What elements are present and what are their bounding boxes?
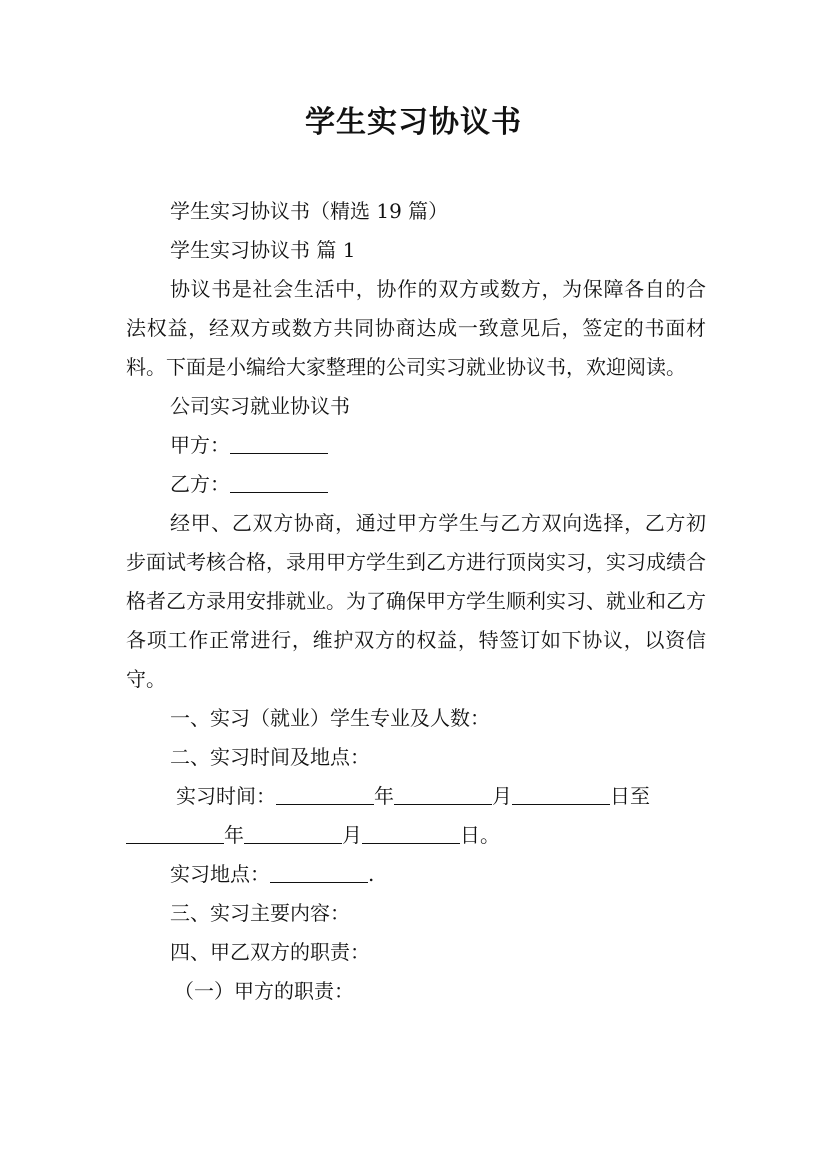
- end-day-blank: [362, 821, 460, 844]
- main-paragraph: 经甲、乙双方协商，通过甲方学生与乙方双向选择，乙方初步面试考核合格，录用甲方学生到乙方进行顶岗实习，实习成绩合格者乙方录用安排就业。为了确保甲方学生顺利实习、就业和乙方各项工作正常进行，维护双方的权益，特签订如下协议，以资信守。: [126, 511, 706, 691]
- party-b-label: 乙方：: [170, 472, 230, 496]
- party-a-blank: [230, 431, 328, 454]
- end-day-char: 日。: [460, 823, 500, 847]
- start-month-blank: [394, 782, 492, 805]
- start-year-blank: [276, 782, 374, 805]
- day-to-char: 日至: [610, 784, 650, 808]
- month-char: 月: [492, 784, 512, 808]
- section-heading: 学生实习协议书 篇 1: [170, 238, 356, 262]
- year-char: 年: [374, 784, 394, 808]
- item-3: 三、实习主要内容：: [170, 901, 350, 925]
- end-month-char: 月: [342, 823, 362, 847]
- place-line: [126, 855, 706, 894]
- item-2: 二、实习时间及地点：: [170, 745, 370, 769]
- place-blank: [270, 860, 368, 883]
- item-4-1: （一）甲方的职责：: [174, 979, 354, 1003]
- time-line-end: [126, 816, 706, 855]
- start-day-blank: [512, 782, 610, 805]
- time-line: [126, 777, 706, 816]
- party-b-line: [126, 465, 706, 504]
- place-label: 实习地点：: [170, 862, 270, 886]
- document-title: 学生实习协议书: [305, 105, 522, 140]
- subtitle: 学生实习协议书（精选 19 篇）: [170, 199, 449, 223]
- item-1: 一、实习（就业）学生专业及人数：: [170, 706, 490, 730]
- party-b-blank: [230, 470, 328, 493]
- item-4: 四、甲乙双方的职责：: [170, 940, 370, 964]
- party-a-label: 甲方：: [170, 433, 230, 457]
- end-month-blank: [244, 821, 342, 844]
- intro-paragraph: 协议书是社会生活中，协作的双方或数方，为保障各自的合法权益，经双方或数方共同协商达成一致意见后，签定的书面材料。下面是小编给大家整理的公司实习就业协议书，欢迎阅读。: [126, 277, 706, 379]
- agreement-name: 公司实习就业协议书: [170, 394, 350, 418]
- end-year-blank: [126, 821, 224, 844]
- time-label: 实习时间：: [176, 784, 276, 808]
- party-a-line: [126, 426, 706, 465]
- place-end: .: [368, 862, 375, 886]
- end-year-char: 年: [224, 823, 244, 847]
- document-body: [126, 192, 706, 1011]
